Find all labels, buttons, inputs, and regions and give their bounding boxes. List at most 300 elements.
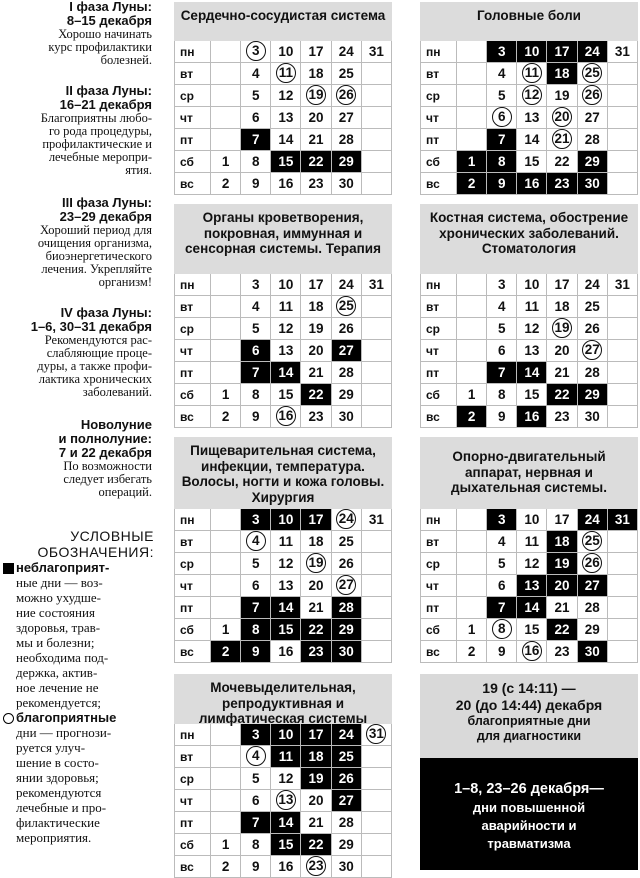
- calendar-day: 26: [577, 318, 607, 340]
- favorable-day-circle: 20: [552, 107, 572, 127]
- calendar-day: 16: [517, 173, 547, 195]
- calendar-day: 31: [361, 274, 391, 296]
- panel-title: Пищеварительная система, инфекции, температура. Волосы, ногти и кожа головы. Хирургия: [174, 437, 392, 509]
- calendar-day: 1: [211, 619, 241, 641]
- favorable-day-circle: 4: [246, 531, 266, 551]
- phase-dates: и полнолуние:: [58, 431, 152, 446]
- calendar-day: 15: [271, 619, 301, 641]
- calendar-day: 31: [361, 509, 391, 531]
- calendar-day: 7: [487, 129, 517, 151]
- calendar-day: 24: [331, 724, 361, 746]
- calendar-day: 11: [271, 531, 301, 553]
- calendar-day: 28: [577, 129, 607, 151]
- weekday-label: пн: [175, 41, 211, 63]
- calendar-day: 25: [331, 746, 361, 768]
- calendar-day: 7: [241, 129, 271, 151]
- calendar-day: [607, 531, 637, 553]
- calendar-day: 1: [457, 151, 487, 173]
- calendar-day: 15: [517, 151, 547, 173]
- calendar-day: 10: [271, 274, 301, 296]
- calendar-day: 9: [241, 173, 271, 195]
- calendar-day: [361, 812, 391, 834]
- phase-title: II фаза Луны:: [65, 83, 152, 98]
- calendar-day: 19: [547, 85, 577, 107]
- phase-4: [2, 306, 152, 399]
- calendar-day: [361, 553, 391, 575]
- calendar-day: 8: [241, 384, 271, 406]
- calendar-day: [607, 296, 637, 318]
- weekday-label: вс: [175, 856, 211, 878]
- calendar-day: [577, 531, 607, 553]
- calendar-day: [457, 531, 487, 553]
- calendar-day: 22: [301, 151, 331, 173]
- calendar-day: 4: [487, 296, 517, 318]
- legend-line: руется улуч-: [16, 740, 86, 755]
- calendar-day: 6: [241, 107, 271, 129]
- calendar-day: [607, 553, 637, 575]
- legend-line: ное лечение не: [16, 680, 99, 695]
- weekday-label: пн: [421, 41, 457, 63]
- calendar-day: 11: [271, 746, 301, 768]
- calendar-day: [361, 362, 391, 384]
- phase-dates: 7 и 22 декабря: [58, 445, 152, 460]
- calendar-day: 23: [301, 406, 331, 428]
- calendar-row: [421, 384, 638, 406]
- calendar-day: 14: [517, 129, 547, 151]
- calendar-day: 17: [301, 509, 331, 531]
- weekday-label: пт: [421, 129, 457, 151]
- calendar-grid: [174, 724, 392, 878]
- calendar-day: 7: [487, 597, 517, 619]
- weekday-label: ср: [175, 553, 211, 575]
- weekday-label: ср: [175, 85, 211, 107]
- phase-dates: 23–29 декабря: [59, 209, 152, 224]
- calendar-row: [175, 531, 392, 553]
- phase-3: [2, 196, 152, 289]
- legend-line: держка, актив-: [16, 665, 98, 680]
- favorable-day-circle: 25: [582, 63, 602, 83]
- phase-text: лечебные меропри-: [48, 150, 152, 164]
- calendar-day: 24: [331, 274, 361, 296]
- calendar-day: 20: [547, 575, 577, 597]
- calendar-day: 22: [547, 151, 577, 173]
- calendar-day: [331, 296, 361, 318]
- calendar-day: 12: [517, 318, 547, 340]
- calendar-day: [271, 790, 301, 812]
- weekday-label: сб: [175, 834, 211, 856]
- calendar-day: 26: [331, 318, 361, 340]
- calendar-day: [211, 340, 241, 362]
- calendar-day: [607, 619, 637, 641]
- calendar-day: [361, 768, 391, 790]
- favorable-day-circle: 16: [276, 406, 296, 426]
- calendar-day: 9: [487, 406, 517, 428]
- calendar-day: 30: [577, 641, 607, 663]
- calendar-day: 28: [577, 597, 607, 619]
- phase-text: заболеваний.: [82, 385, 152, 399]
- calendar-day: 24: [577, 274, 607, 296]
- calendar-day: [577, 85, 607, 107]
- panel-title: Мочевыделительная, репродуктивная и лимфатическая системы: [174, 674, 392, 724]
- phase-title: Новолуние: [80, 417, 152, 432]
- calendar-day: 16: [517, 406, 547, 428]
- weekday-label: вс: [421, 641, 457, 663]
- weekday-label: пн: [421, 274, 457, 296]
- calendar-day: 5: [241, 85, 271, 107]
- calendar-day: [241, 531, 271, 553]
- calendar-day: [331, 85, 361, 107]
- calendar-day: [361, 173, 391, 195]
- calendar-day: 29: [331, 151, 361, 173]
- phase-text: лактика хронических: [38, 372, 152, 386]
- calendar-day: 24: [577, 41, 607, 63]
- calendar-day: 18: [301, 296, 331, 318]
- panel-title: Костная система, обострение хронических заболеваний. Стоматология: [420, 204, 638, 274]
- calendar-row: [175, 362, 392, 384]
- weekday-label: вт: [421, 296, 457, 318]
- weekday-label: пт: [421, 362, 457, 384]
- calendar-day: 15: [517, 384, 547, 406]
- calendar-row: [421, 85, 638, 107]
- calendar-day: 26: [331, 768, 361, 790]
- calendar-day: [607, 129, 637, 151]
- favorable-day-circle: 4: [246, 746, 266, 766]
- calendar-row: [421, 619, 638, 641]
- calendar-day: [607, 85, 637, 107]
- calendar-row: [421, 296, 638, 318]
- calendar-day: [361, 63, 391, 85]
- calendar-day: 2: [457, 173, 487, 195]
- calendar-day: 17: [547, 509, 577, 531]
- legend-line: можно ухудше-: [16, 590, 102, 605]
- panel-urinary: [174, 674, 392, 878]
- calendar-day: [211, 575, 241, 597]
- calendar-day: 12: [271, 318, 301, 340]
- calendar-day: 12: [271, 85, 301, 107]
- legend-line: рекомендуется;: [16, 695, 102, 710]
- calendar-day: 29: [577, 384, 607, 406]
- calendar-day: 5: [241, 318, 271, 340]
- accident-text: дни повышенной: [472, 800, 586, 815]
- calendar-day: 30: [331, 173, 361, 195]
- calendar-day: [517, 641, 547, 663]
- calendar-day: [271, 63, 301, 85]
- calendar-day: 26: [331, 553, 361, 575]
- phase-text: Хорошо начинать: [58, 27, 152, 41]
- calendar-day: 29: [331, 619, 361, 641]
- legend-line: ные дни — воз-: [16, 575, 103, 590]
- calendar-day: 30: [331, 406, 361, 428]
- weekday-label: пт: [175, 597, 211, 619]
- legend-line: ние состояния: [16, 605, 95, 620]
- calendar-day: 18: [547, 296, 577, 318]
- phase-title: I фаза Луны:: [69, 0, 152, 14]
- calendar-day: [211, 85, 241, 107]
- calendar-day: [211, 107, 241, 129]
- weekday-label: вт: [175, 746, 211, 768]
- phase-text: слабляющие проце-: [46, 346, 152, 360]
- weekday-label: вт: [175, 296, 211, 318]
- calendar-day: 18: [301, 63, 331, 85]
- panel-title: Опорно-двигательный аппарат, нервная и дыхательная системы.: [420, 437, 638, 509]
- calendar-grid: [420, 274, 638, 428]
- panel-musculoskeletal: [420, 437, 638, 663]
- calendar-day: [361, 575, 391, 597]
- calendar-day: 11: [517, 531, 547, 553]
- favorable-day-circle: 26: [582, 85, 602, 105]
- weekday-label: пн: [421, 509, 457, 531]
- calendar-day: 22: [301, 834, 331, 856]
- calendar-day: [211, 129, 241, 151]
- favorable-day-circle: 11: [276, 63, 296, 83]
- calendar-row: [421, 362, 638, 384]
- phase-text: Рекомендуются рас-: [44, 333, 152, 347]
- calendar-day: 13: [517, 340, 547, 362]
- calendar-day: 13: [271, 340, 301, 362]
- legend-title: УСЛОВНЫЕ: [70, 528, 154, 544]
- calendar-day: 3: [241, 724, 271, 746]
- legend-line: здоровья, трав-: [16, 620, 101, 635]
- weekday-label: вт: [421, 63, 457, 85]
- calendar-day: 31: [361, 41, 391, 63]
- calendar-day: [361, 597, 391, 619]
- calendar-day: 19: [547, 553, 577, 575]
- favorable-day-circle: 19: [306, 85, 326, 105]
- calendar-day: 28: [331, 129, 361, 151]
- calendar-day: 5: [487, 318, 517, 340]
- calendar-day: 2: [211, 406, 241, 428]
- calendar-grid: [420, 509, 638, 663]
- calendar-day: 31: [607, 274, 637, 296]
- calendar-row: [421, 641, 638, 663]
- calendar-day: 18: [301, 746, 331, 768]
- calendar-day: 5: [241, 553, 271, 575]
- calendar-day: 28: [331, 597, 361, 619]
- calendar-day: [211, 553, 241, 575]
- calendar-day: [457, 63, 487, 85]
- calendar-day: 4: [487, 531, 517, 553]
- calendar-day: 4: [241, 63, 271, 85]
- calendar-day: [211, 509, 241, 531]
- calendar-day: 17: [547, 41, 577, 63]
- calendar-day: 10: [271, 509, 301, 531]
- calendar-day: 18: [547, 63, 577, 85]
- weekday-label: вс: [421, 173, 457, 195]
- calendar-day: 3: [487, 41, 517, 63]
- weekday-label: пн: [175, 724, 211, 746]
- calendar-day: 10: [271, 41, 301, 63]
- calendar-row: [421, 173, 638, 195]
- weekday-label: ср: [421, 318, 457, 340]
- weekday-label: чт: [175, 575, 211, 597]
- weekday-label: ср: [421, 85, 457, 107]
- calendar-day: 3: [241, 509, 271, 531]
- calendar-row: [175, 834, 392, 856]
- calendar-day: 3: [487, 509, 517, 531]
- calendar-day: 27: [577, 107, 607, 129]
- calendar-day: 6: [487, 575, 517, 597]
- calendar-day: 28: [577, 362, 607, 384]
- calendar-day: 15: [517, 619, 547, 641]
- circle-icon: [3, 713, 14, 724]
- calendar-day: [211, 812, 241, 834]
- calendar-day: 30: [331, 641, 361, 663]
- calendar-day: 8: [241, 834, 271, 856]
- calendar-row: [175, 129, 392, 151]
- calendar-day: [361, 406, 391, 428]
- calendar-day: 20: [301, 107, 331, 129]
- calendar-day: 1: [211, 151, 241, 173]
- weekday-label: ср: [175, 768, 211, 790]
- calendar-day: 10: [271, 724, 301, 746]
- calendar-day: [241, 746, 271, 768]
- calendar-day: 5: [241, 768, 271, 790]
- phase-text: По возможности: [63, 459, 152, 473]
- calendar-day: 27: [577, 575, 607, 597]
- phase-moon: [2, 418, 152, 499]
- calendar-day: 21: [301, 597, 331, 619]
- calendar-row: [421, 318, 638, 340]
- diagnostics-dates: 20 (до 14:44) декабря: [455, 697, 603, 713]
- calendar-day: [211, 318, 241, 340]
- calendar-day: 9: [241, 856, 271, 878]
- calendar-day: 1: [457, 619, 487, 641]
- calendar-day: [607, 107, 637, 129]
- calendar-day: 21: [301, 129, 331, 151]
- calendar-day: [607, 575, 637, 597]
- calendar-row: [175, 85, 392, 107]
- calendar-day: 11: [271, 296, 301, 318]
- calendar-day: 7: [241, 597, 271, 619]
- weekday-label: чт: [421, 107, 457, 129]
- calendar-day: 14: [271, 129, 301, 151]
- calendar-day: 17: [301, 41, 331, 63]
- weekday-label: чт: [421, 340, 457, 362]
- calendar-day: 2: [211, 641, 241, 663]
- phase-title: IV фаза Луны:: [60, 305, 152, 320]
- phase-text: профилактические и: [42, 137, 152, 151]
- calendar-day: [361, 296, 391, 318]
- calendar-day: 9: [487, 641, 517, 663]
- calendar-day: 18: [547, 531, 577, 553]
- calendar-row: [175, 107, 392, 129]
- diagnostics-text: благоприятные дни: [467, 714, 591, 728]
- calendar-day: [211, 746, 241, 768]
- legend-bad-name: неблагоприят-: [16, 560, 110, 575]
- favorable-day-circle: 27: [582, 340, 602, 360]
- calendar-day: [361, 107, 391, 129]
- weekday-label: вс: [175, 641, 211, 663]
- calendar-row: [175, 724, 392, 746]
- legend-title: ОБОЗНАЧЕНИЯ:: [37, 544, 154, 560]
- calendar-day: 14: [271, 597, 301, 619]
- calendar-day: [271, 406, 301, 428]
- panel-title: Органы кроветворения, покровная, иммунная и сенсорная системы. Терапия: [174, 204, 392, 274]
- calendar-day: [577, 553, 607, 575]
- calendar-day: [211, 597, 241, 619]
- calendar-day: [577, 63, 607, 85]
- phase-text: следует избегать: [63, 472, 152, 486]
- calendar-day: [457, 274, 487, 296]
- calendar-day: 25: [331, 63, 361, 85]
- calendar-day: [361, 129, 391, 151]
- calendar-row: [421, 129, 638, 151]
- calendar-day: 22: [301, 619, 331, 641]
- calendar-day: [361, 724, 391, 746]
- calendar-row: [421, 575, 638, 597]
- calendar-day: [211, 790, 241, 812]
- calendar-day: 4: [487, 63, 517, 85]
- calendar-day: [211, 768, 241, 790]
- calendar-day: 9: [487, 173, 517, 195]
- calendar-day: 10: [517, 274, 547, 296]
- favorable-day-circle: 26: [336, 85, 356, 105]
- legend-good: [2, 710, 158, 725]
- calendar-row: [421, 107, 638, 129]
- calendar-row: [175, 406, 392, 428]
- panel-title: Головные боли: [420, 2, 638, 41]
- calendar-day: [331, 509, 361, 531]
- weekday-label: пт: [175, 362, 211, 384]
- calendar-grid: [174, 509, 392, 663]
- calendar-day: 16: [271, 856, 301, 878]
- calendar-day: [607, 384, 637, 406]
- calendar-day: [457, 107, 487, 129]
- calendar-day: 22: [547, 384, 577, 406]
- calendar-day: 24: [577, 509, 607, 531]
- calendar-day: 2: [211, 856, 241, 878]
- calendar-day: 3: [487, 274, 517, 296]
- phase-text: очищения организма,: [37, 236, 152, 250]
- calendar-grid: [420, 41, 638, 195]
- calendar-day: [331, 575, 361, 597]
- calendar-row: [421, 553, 638, 575]
- calendar-day: [211, 63, 241, 85]
- calendar-day: [457, 362, 487, 384]
- calendar-day: 8: [241, 619, 271, 641]
- calendar-day: [517, 85, 547, 107]
- calendar-day: 25: [577, 296, 607, 318]
- calendar-day: [607, 597, 637, 619]
- phase-text: организм!: [98, 275, 152, 289]
- weekday-label: чт: [421, 575, 457, 597]
- calendar-day: 2: [457, 406, 487, 428]
- calendar-day: [457, 318, 487, 340]
- calendar-day: 25: [331, 531, 361, 553]
- calendar-day: 19: [301, 768, 331, 790]
- calendar-row: [175, 597, 392, 619]
- calendar-day: 2: [457, 641, 487, 663]
- calendar-day: [607, 340, 637, 362]
- favorable-day-circle: 19: [306, 553, 326, 573]
- favorable-day-circle: 8: [492, 619, 512, 639]
- calendar-day: 29: [331, 834, 361, 856]
- calendar-row: [175, 856, 392, 878]
- panel-bone-system: [420, 204, 638, 428]
- calendar-row: [175, 274, 392, 296]
- calendar-day: 29: [577, 619, 607, 641]
- calendar-day: 30: [577, 406, 607, 428]
- calendar-day: [301, 856, 331, 878]
- diagnostics-dates: 19 (с 14:11) —: [482, 680, 576, 696]
- calendar-day: 27: [331, 790, 361, 812]
- calendar-row: [421, 531, 638, 553]
- calendar-day: 13: [517, 107, 547, 129]
- weekday-label: ср: [175, 318, 211, 340]
- panel-title: Сердечно-сосудистая система: [174, 2, 392, 41]
- calendar-day: 27: [331, 340, 361, 362]
- calendar-day: 20: [301, 790, 331, 812]
